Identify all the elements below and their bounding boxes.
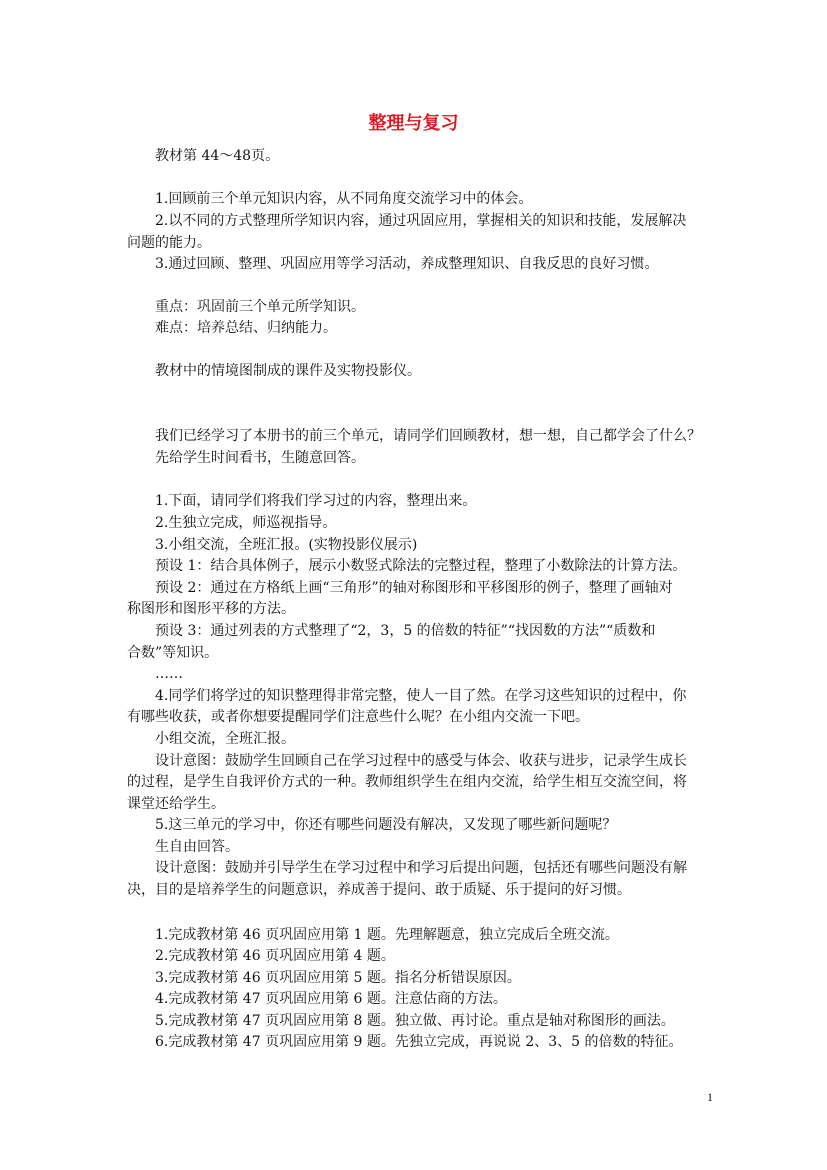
page-title: 整理与复习 [368,113,459,134]
preset-2: 预设 2：通过在方格纸上画“三角形”的轴对称图形和平移图形的例子，整理了画轴对 [155,580,673,596]
process-line: 5.这三单元的学习中，你还有哪些问题没有解决，又发现了哪些新问题呢？ [155,817,617,833]
objective-2-cont: 问题的能力。 [127,235,211,251]
exercise-item: 3.完成教材第 46 页巩固应用第 5 题。指名分析错误原因。 [155,970,521,986]
design-intent-2-cont: 决，目的是培养学生的问题意识，养成善于提问、敢于质疑、乐于提问的好习惯。 [127,882,631,898]
preset-3: 预设 3：通过列表的方式整理了“2，3，5 的倍数的特征”“找因数的方法”“质数和 [155,623,656,639]
exercise-item: 4.完成教材第 47 页巩固应用第 6 题。注意估商的方法。 [155,991,507,1007]
exercise-item: 6.完成教材第 47 页巩固应用第 9 题。先独立完成，再说说 2、3、5 的倍数的特征。 [155,1034,683,1050]
process-line: 1.下面，请同学们将我们学习过的内容，整理出来。 [155,493,477,509]
preset-1: 预设 1：结合具体例子，展示小数竖式除法的完整过程，整理了小数除法的计算方法。 [155,558,687,574]
process-line: 4.同学们将学过的知识整理得非常完整，使人一目了然。在学习这些知识的过程中，你 [155,688,687,704]
material-line: 教材第 44～48页。 [155,148,280,164]
preset-2-cont: 称图形和图形平移的方法。 [127,601,295,617]
exercise-item: 5.完成教材第 47 页巩固应用第 8 题。独立做、再讨论。重点是轴对称图形的画法。 [155,1013,675,1029]
intro-question: 我们已经学习了本册书的前三个单元，请同学们回顾教材，想一想，自己都学会了什么？ [155,428,701,444]
process-line: 小组交流，全班汇报。 [155,731,295,747]
design-intent-1: 设计意图：鼓励学生回顾自己在学习过程中的感受与体会、收获与进步，记录学生成长 [155,753,687,769]
key-point: 重点：巩固前三个单元所学知识。 [155,299,365,315]
tools-line: 教材中的情境图制成的课件及实物投影仪。 [155,363,421,379]
process-line: 2.生独立完成，师巡视指导。 [155,515,337,531]
preset-3-cont: 合数”等知识。 [127,645,219,661]
process-line-cont: 有哪些收获，或者你想要提醒同学们注意些什么呢？在小组内交流一下吧。 [127,709,589,725]
exercise-item: 1.完成教材第 46 页巩固应用第 1 题。先理解题意，独立完成后全班交流。 [155,927,619,943]
page-number: 1 [707,1090,713,1104]
process-line: 3.小组交流，全班汇报。(实物投影仪展示) [155,537,418,553]
objective-1: 1.回顾前三个单元知识内容，从不同角度交流学习中的体会。 [155,191,533,207]
ellipsis: …… [155,666,183,682]
process-line: 生自由回答。 [155,839,239,855]
intro-answer: 先给学生时间看书，生随意回答。 [155,450,365,466]
exercise-item: 2.完成教材第 46 页巩固应用第 4 题。 [155,948,395,964]
objective-3: 3.通过回顾、整理、巩固应用等学习活动，养成整理知识、自我反思的良好习惯。 [155,256,659,272]
design-intent-1-cont: 课堂还给学生。 [127,796,225,812]
difficulty: 难点：培养总结、归纳能力。 [155,320,337,336]
design-intent-1-cont: 的过程，是学生自我评价方式的一种。教师组织学生在组内交流，给学生相互交流空间，将 [127,774,687,790]
design-intent-2: 设计意图：鼓励并引导学生在学习过程中和学习后提出问题，包括还有哪些问题没有解 [155,860,687,876]
objective-2: 2.以不同的方式整理所学知识内容，通过巩固应用，掌握相关的知识和技能，发展解决 [155,213,687,229]
